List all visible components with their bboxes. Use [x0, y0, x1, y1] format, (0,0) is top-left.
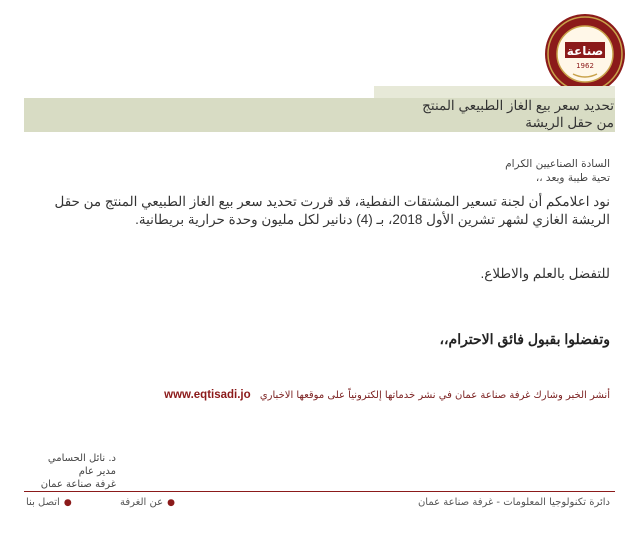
- salutation: [50, 157, 610, 185]
- title-line-1: تحديد سعر بيع الغاز الطبيعي المنتج: [422, 98, 614, 113]
- footer-divider: [24, 491, 615, 492]
- title-line-2: من حقل الريشة: [525, 115, 614, 130]
- salutation-line-1: السادة الصناعيين الكرام: [505, 158, 610, 170]
- logo-year: 1962: [576, 62, 594, 70]
- signature-name: د. نائل الحسامي: [47, 453, 116, 464]
- footer-about-label: عن الغرفة: [120, 497, 164, 508]
- footer-department: دائرة تكنولوجيا المعلومات - غرفة صناعة عمان: [417, 497, 610, 508]
- page-title: [214, 97, 614, 131]
- signature-block: [16, 452, 116, 491]
- chamber-logo: [543, 12, 627, 96]
- signature-org: غرفة صناعة عمان: [40, 479, 116, 490]
- logo-wordmark: صناعة: [566, 44, 604, 58]
- bullet-icon: ●: [167, 498, 175, 508]
- signature-role: مدير عام: [78, 466, 116, 477]
- share-text: أنشر الخبر وشارك غرفة صناعة عمان في نشر خدماتها إلكترونياً على موقعها الاخباري: [259, 390, 610, 401]
- footer-contact-label: اتصل بنا: [26, 497, 60, 508]
- letter-body: نود اعلامكم أن لجنة تسعير المشتقات النفطية، قد قررت تحديد سعر بيع الغاز الطبيعي المنتج من حقل الريشة الغازي لشهر تشرين الأول 2018، بـ (4) دنانير لكل مليون وحدة حرارية بريطانية.: [54, 194, 610, 227]
- footer-about-link[interactable]: [120, 497, 175, 508]
- share-line: [20, 388, 610, 403]
- eqtisadi-link[interactable]: www.eqtisadi.jo: [164, 389, 251, 401]
- letter-notice: للتفضل بالعلم والاطلاع.: [480, 266, 610, 281]
- footer-contact-link[interactable]: [26, 497, 72, 508]
- salutation-line-2: تحية طيبة وبعد ،،: [535, 172, 610, 184]
- bullet-icon: ●: [63, 498, 72, 508]
- letter-regards: وتفضلوا بقبول فائق الاحترام،،: [439, 331, 610, 347]
